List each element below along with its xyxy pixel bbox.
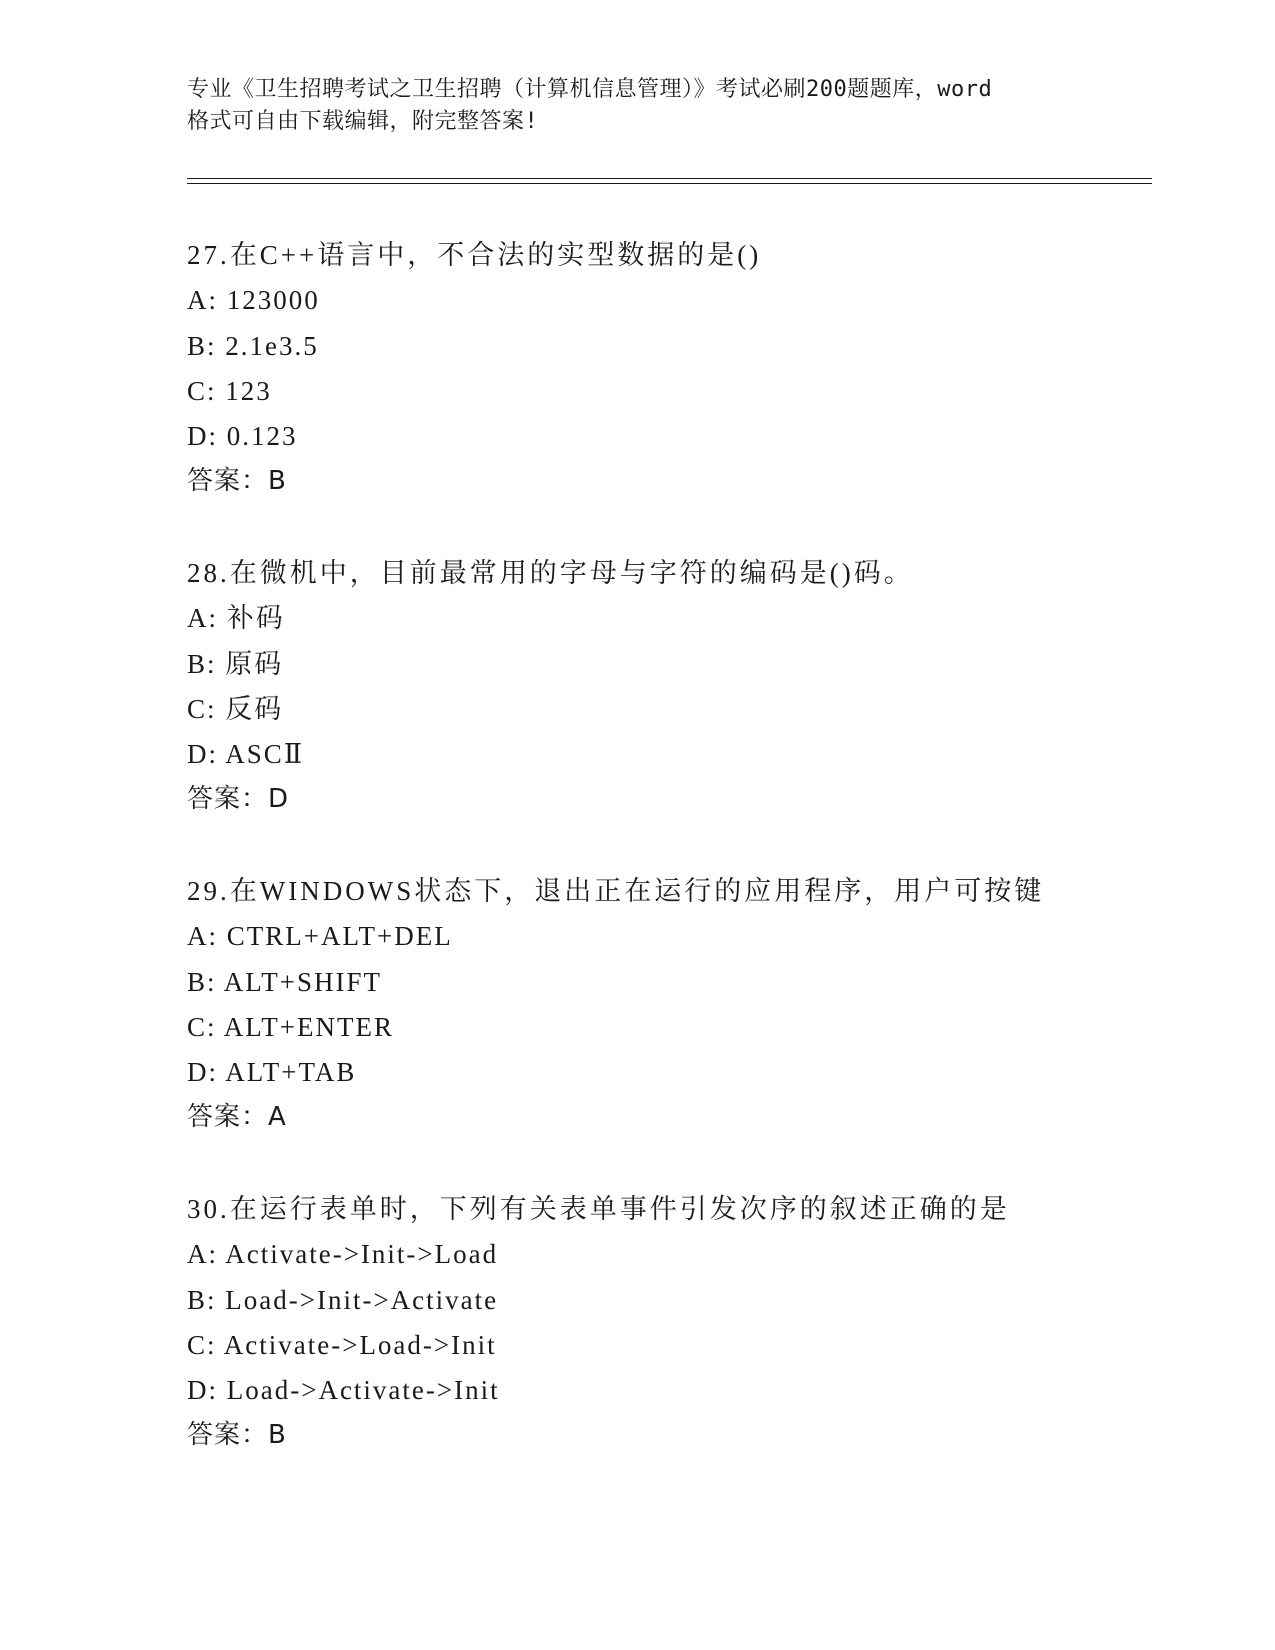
question-stem: 28.在微机中，目前最常用的字母与字符的编码是()码。 [187,558,914,588]
header-line-2: 格式可自由下载编辑，附完整答案! [187,109,539,134]
option-a: A: Activate->Init->Load [187,1239,499,1270]
header-divider-top [187,178,1152,179]
option-c: C: Activate->Load->Init [187,1329,497,1360]
answer-text: 答案：A [187,1102,287,1133]
option-b: B: 2.1e3.5 [187,330,319,361]
option-b: B: Load->Init->Activate [187,1284,499,1315]
option-d: D: 0.123 [187,421,298,452]
option-c: C: 123 [187,375,272,406]
question-stem: 27.在C++语言中，不合法的实型数据的是() [187,240,762,270]
question-28 [187,551,1167,823]
option-a: A: CTRL+ALT+DEL [187,921,453,952]
question-29 [187,869,1167,1141]
option-d: D: Load->Activate->Init [187,1375,500,1406]
question-30 [187,1187,1167,1459]
option-c: C: 反码 [187,693,284,724]
option-c: C: ALT+ENTER [187,1011,394,1042]
option-d: D: ALT+TAB [187,1057,357,1088]
option-a: A: 补码 [187,603,285,634]
question-stem: 30.在运行表单时，下列有关表单事件引发次序的叙述正确的是 [187,1194,1010,1224]
answer-text: 答案：B [187,466,287,497]
answer-text: 答案：D [187,784,290,815]
option-b: B: 原码 [187,648,284,679]
option-a: A: 123000 [187,285,320,316]
header-divider-bottom [187,183,1152,184]
document-header [187,74,1087,138]
answer-text: 答案：B [187,1420,287,1451]
option-b: B: ALT+SHIFT [187,966,383,997]
question-27 [187,233,1167,505]
option-d: D: ASCⅡ [187,739,305,770]
header-line-1: 专业《卫生招聘考试之卫生招聘（计算机信息管理）》考试必刷200题题库，word [187,77,993,102]
question-stem: 29.在WINDOWS状态下，退出正在运行的应用程序，用户可按键 [187,876,1045,906]
